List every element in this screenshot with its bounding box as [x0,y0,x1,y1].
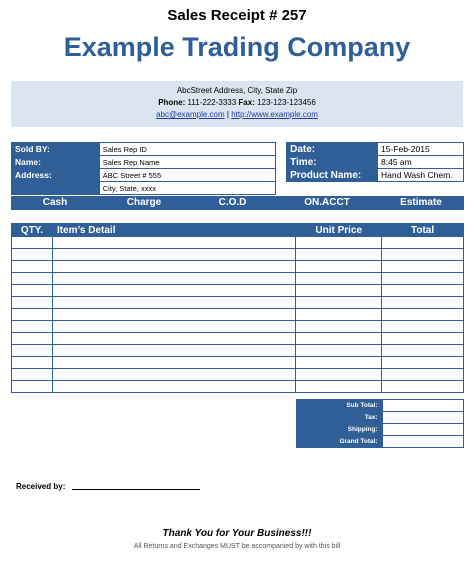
phone-label: Phone: [158,98,186,107]
payment-estimate[interactable]: Estimate [400,197,442,208]
address-label-cont [12,182,100,195]
address-label: Address: [12,169,100,182]
time-label: Time: [287,156,378,169]
email-link[interactable]: abc@example.com [156,110,225,119]
col-total: Total [382,224,464,237]
date-value[interactable]: 15-Feb-2015 [378,143,464,156]
tax-label: Tax: [297,412,383,424]
received-by-label: Received by: [16,482,66,491]
table-row[interactable] [12,357,464,369]
address-line1[interactable]: ABC Street # 555 [99,169,275,182]
table-row[interactable] [12,285,464,297]
sale-info-table [11,142,464,195]
payment-methods-bar [11,196,464,210]
payment-cod[interactable]: C.O.D [218,197,247,208]
table-row[interactable] [12,381,464,393]
shipping-label: Shipping: [297,424,383,436]
company-links [11,109,463,121]
payment-charge[interactable]: Charge [126,197,162,208]
product-label: Product Name: [287,169,378,182]
col-item-detail: Item’s Detail [52,224,295,237]
date-label: Date: [287,143,378,156]
totals-table [296,399,464,448]
table-row[interactable] [12,273,464,285]
address-line2[interactable]: City, State, xxxx [99,182,275,195]
receipt-title: Sales Receipt # 257 [167,7,307,24]
thank-you-message: Thank You for Your Business!!! [162,528,312,539]
table-row[interactable] [12,261,464,273]
table-row[interactable] [12,297,464,309]
col-qty: QTY. [12,224,53,237]
received-by-signature-line[interactable] [72,489,200,490]
subtotal-label: Sub Total: [297,400,383,412]
table-row[interactable] [12,333,464,345]
subtotal-value[interactable] [382,400,463,412]
table-row[interactable] [12,309,464,321]
payment-cash[interactable]: Cash [42,197,68,208]
fax-number: 123-123-123456 [257,98,316,107]
table-row[interactable] [12,345,464,357]
company-contact-box [11,81,463,127]
link-separator: | [226,110,229,119]
fax-label: Fax: [238,98,255,107]
grand-total-value[interactable] [382,436,463,448]
name-label: Name: [12,156,100,169]
returns-note: All Returns and Exchanges MUST be accompanied by with this bill [133,543,341,550]
product-value[interactable]: Hand Wash Chem. [378,169,464,182]
payment-on-acct[interactable]: ON.ACCT [304,197,350,208]
sold-by-label: Sold BY: [12,143,100,156]
company-phone-fax [11,97,463,109]
grand-total-label: Grand Total: [297,436,383,448]
name-value[interactable]: Sales Rep Name [99,156,275,169]
time-value[interactable]: 8:45 am [378,156,464,169]
table-row[interactable] [12,249,464,261]
company-address: AbcStreet Address, City, State Zip [176,86,298,95]
phone-number: 111-222-3333 [187,98,237,107]
website-link[interactable]: http://www.example.com [231,110,318,119]
table-row[interactable] [12,321,464,333]
tax-value[interactable] [382,412,463,424]
table-row[interactable] [12,237,464,249]
table-row[interactable] [12,369,464,381]
col-unit-price: Unit Price [296,224,382,237]
company-name: Example Trading Company [63,32,411,62]
items-table [11,223,464,393]
sold-by-value[interactable]: Sales Rep ID [99,143,275,156]
shipping-value[interactable] [382,424,463,436]
